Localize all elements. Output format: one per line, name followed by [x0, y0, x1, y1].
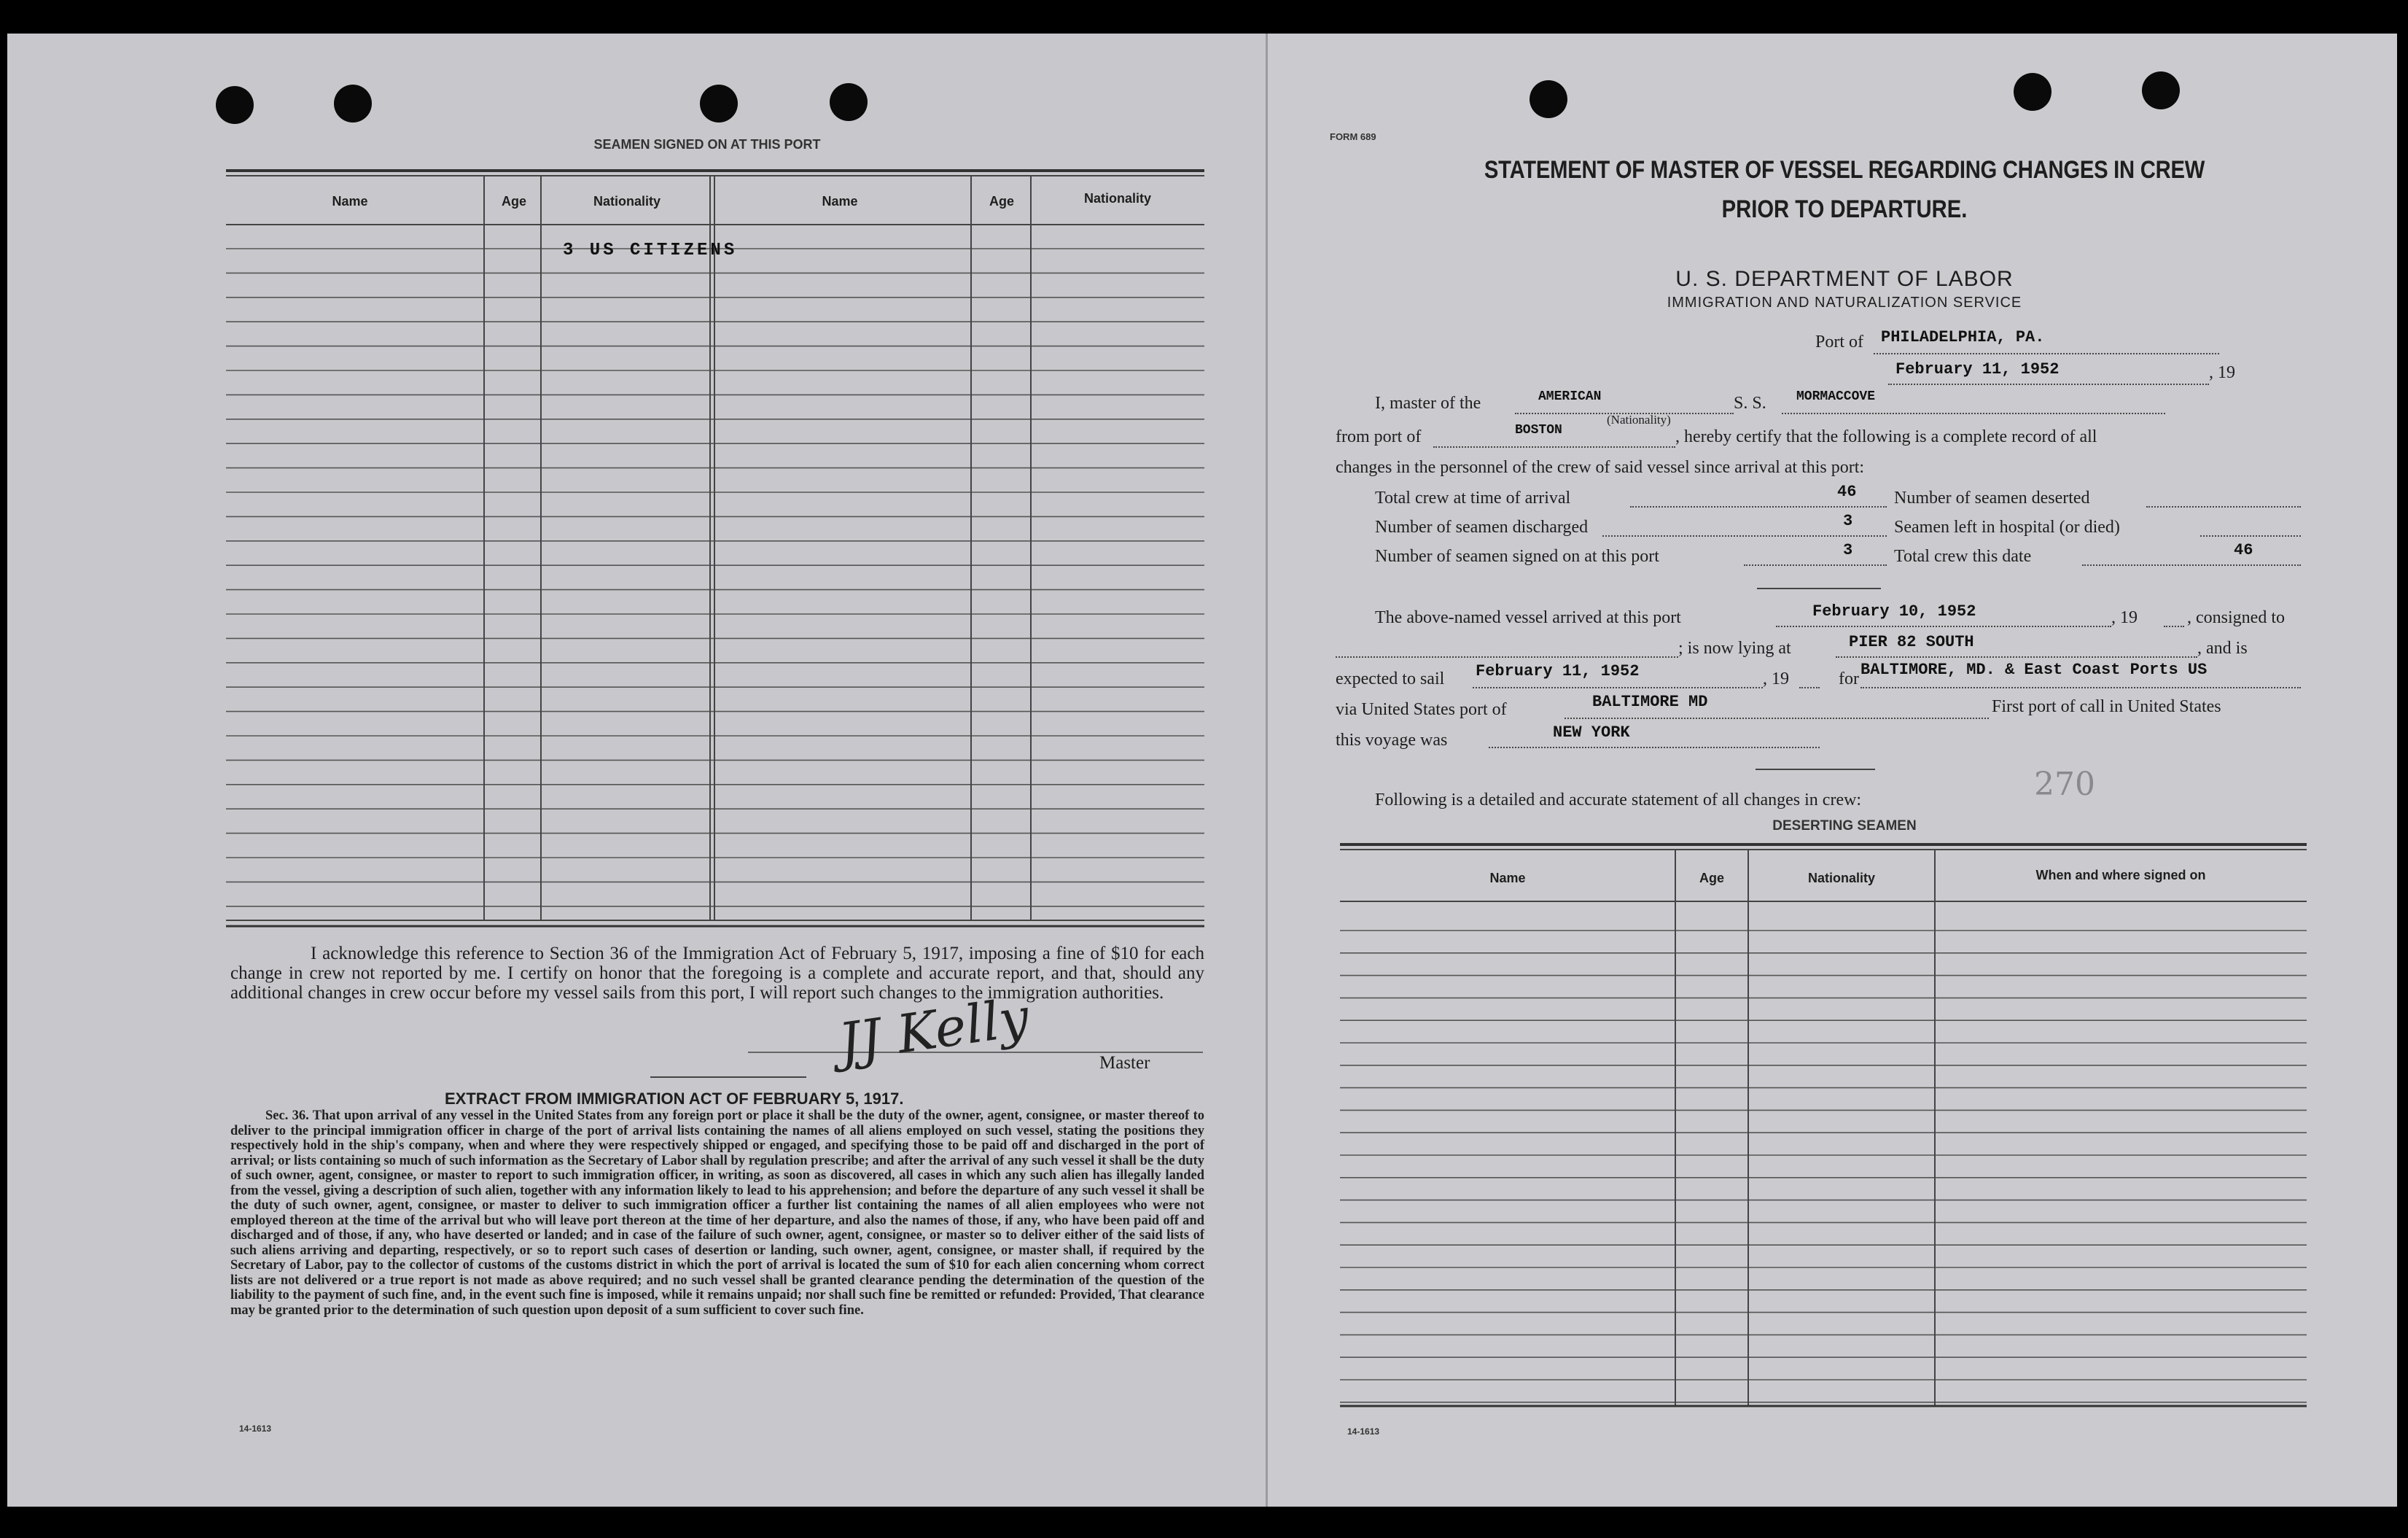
signed-on-value: 3 — [1843, 541, 1853, 559]
form-title-line2: PRIOR TO DEPARTURE. — [1721, 195, 1968, 223]
lying-line — [1836, 656, 2197, 658]
col-age-2: Age — [989, 194, 1014, 209]
certify-text: , hereby certify that the following is a complete record of all — [1675, 427, 2097, 446]
acknowledgement-text: I acknowledge this reference to Section 36 of the Immigration Act of February 5, 1917, imposing a fine of $10 for each change in crew not reported by me. I certify on honor that the foregoing is a complete and accurate report, and that, should any additional changes in crew occur before my vessel sails from this port, I will report such changes to the immigration authorities. — [230, 944, 1204, 1003]
form-title-line1: STATEMENT OF MASTER OF VESSEL REGARDING CHANGES IN CREW — [1484, 156, 2205, 184]
date-suffix: , 19 — [2209, 363, 2235, 382]
signature: JJ Kelly — [835, 986, 1033, 1073]
date-value: February 11, 1952 — [1895, 360, 2060, 378]
extract-text: Sec. 36. That upon arrival of any vessel in the United States from any foreign port or place it shall be the duty of the owner, agent, consignee, or master thereof to deliver to the principal immigration officer in charge of the port of arrival lists containing the names of all aliens employed on such vessel, stating the positions they respectively hold in the ship's company, when and where they were respectively shipped or engaged, and specifying those to be paid off and discharged in the port of arrival; or lists containing so much of such information as the Secretary of Labor shall by regulation prescribe; and after the arrival of any such vessel it shall be the duty of such owner, agent, consignee, or master to report to such immigration officer, in writing, as soon as discovered, all cases in which any such alien has illegally landed from the vessel, giving a description of such alien, together with any information likely to lead to his apprehension; and before the departure of any such vessel it shall be the duty of such owner, agent, consignee, or master to deliver to such immigration officer a further list containing the names of all alien employees who were not employed thereon at the time of the arrival but who will leave port thereon at the time of her departure, and also the names of those, if any, who have been paid off and discharged and of those, if any, who have deserted or landed; and in case of the failure of such owner, agent, consignee, or master so to deliver either of the said lists of such aliens arriving and departing, respectively, or so to report such cases of desertion or landing, such owner, agent, consignee, or master shall, if required by the Secretary of Labor, pay to the collector of customs of the customs district in which the port of arrival is located the sum of $10 for each alien concerning whom correct lists are not delivered or a true report is not made as above required; and no such vessel shall be granted clearance pending the determination of the question of the liability to the payment of such fine, and, in the event such fine is imposed, while it remains unpaid; nor shall such fine be remitted or refunded: Provided, That clearance may be granted prior to the determination of such question upon deposit of a sum sufficient to cover such fine. — [230, 1108, 1204, 1318]
changes-text: changes in the personnel of the crew of said vessel since arrival at this port: — [1336, 458, 1865, 477]
nationality-caption: (Nationality) — [1607, 413, 1671, 427]
from-port-label: from port of — [1336, 427, 1422, 446]
ship-value: MORMACCOVE — [1796, 389, 1876, 404]
counts-rule — [1757, 588, 1881, 589]
discharged-line — [1602, 535, 1887, 537]
left-form-code: 14-1613 — [239, 1424, 272, 1434]
arrived-label: The above-named vessel arrived at this port — [1375, 608, 1681, 627]
signed-on-line — [1744, 564, 1887, 566]
service-name: IMMIGRATION AND NATURALIZATION SERVICE — [1667, 295, 2022, 311]
signed-on-entry: 3 US CITIZENS — [563, 241, 738, 260]
deserting-seamen-header: DESERTING SEAMEN — [1772, 818, 1917, 834]
from-port-line — [1433, 446, 1675, 448]
voyage-rule — [1756, 769, 1875, 770]
via-label: via United States port of — [1336, 700, 1507, 719]
right-form-code: 14-1613 — [1347, 1426, 1380, 1437]
total-crew-date-value: 46 — [2234, 541, 2253, 559]
extract-title: EXTRACT FROM IMMIGRATION ACT OF FEBRUARY 5, 1917. — [445, 1090, 904, 1108]
sail-suffix: , 19 — [1763, 669, 1789, 688]
consigned-blank-line — [2164, 626, 2184, 627]
and-is-label: , and is — [2197, 639, 2248, 658]
consigned-label: , consigned to — [2187, 608, 2285, 627]
desert-col-nationality: Nationality — [1807, 871, 1875, 885]
voyage-line — [1489, 747, 1820, 748]
ss-label: S. S. — [1734, 394, 1766, 413]
for-label: for — [1839, 669, 1859, 688]
stamp-number: 270 — [2034, 766, 2095, 803]
sail-line — [1473, 687, 1763, 688]
signed-on-label: Number of seamen signed on at this port — [1375, 547, 1659, 566]
total-crew-date-line — [2082, 564, 2301, 566]
col-nationality-1: Nationality — [593, 194, 661, 209]
sail-label: expected to sail — [1336, 669, 1445, 688]
total-crew-arrival-label: Total crew at time of arrival — [1375, 489, 1571, 508]
nationality-value: AMERICAN — [1538, 389, 1602, 404]
hospital-label: Seamen left in hospital (or died) — [1894, 518, 2120, 537]
department-name: U. S. DEPARTMENT OF LABOR — [1675, 267, 2014, 291]
master-label: Master — [1099, 1053, 1150, 1073]
sail-value: February 11, 1952 — [1476, 662, 1640, 680]
col-name-2: Name — [822, 194, 858, 209]
discharged-label: Number of seamen discharged — [1375, 518, 1589, 537]
lying-value: PIER 82 SOUTH — [1849, 633, 1974, 651]
punch-hole — [2014, 73, 2052, 111]
punch-hole — [216, 86, 254, 124]
date-line — [1888, 384, 2209, 385]
port-line — [1874, 353, 2219, 354]
deserting-table-grid — [1340, 843, 2307, 1412]
extract-rule — [650, 1076, 806, 1078]
total-crew-arrival-value: 46 — [1837, 483, 1857, 501]
form-number: FORM 689 — [1330, 131, 1376, 142]
signed-on-table-grid — [226, 169, 1204, 942]
destination-line — [1860, 687, 2301, 688]
via-value: BALTIMORE MD — [1592, 693, 1708, 711]
arrived-suffix: , 19 — [2111, 608, 2138, 627]
lying-label: ; is now lying at — [1678, 639, 1791, 658]
col-nationality-2: Nationality — [1083, 191, 1151, 206]
arrived-line — [1776, 626, 2111, 627]
master-of-label: I, master of the — [1375, 394, 1481, 413]
voyage-value: NEW YORK — [1553, 723, 1630, 742]
voyage-label: this voyage was — [1336, 731, 1448, 750]
deserted-label: Number of seamen deserted — [1894, 489, 2090, 508]
total-crew-date-label: Total crew this date — [1894, 547, 2032, 566]
page-fold — [1266, 34, 1268, 1507]
from-port-value: BOSTON — [1515, 423, 1562, 438]
total-crew-arrival-line — [1630, 506, 1887, 508]
desert-col-age: Age — [1699, 871, 1724, 885]
first-port-label: First port of call in United States — [1992, 697, 2221, 716]
col-name-1: Name — [332, 194, 368, 209]
punch-hole — [700, 85, 738, 123]
hospital-line — [2200, 535, 2301, 537]
port-label: Port of — [1815, 333, 1863, 352]
port-value: PHILADELPHIA, PA. — [1881, 328, 2045, 346]
punch-hole — [1530, 80, 1567, 118]
punch-hole — [2142, 71, 2180, 109]
desert-col-when-where: When and where signed on — [2035, 868, 2206, 882]
via-line — [1565, 718, 1989, 719]
destination-value: BALTIMORE, MD. & East Coast Ports US — [1860, 661, 2208, 679]
punch-hole — [334, 85, 372, 123]
ship-line — [1782, 413, 2165, 414]
consignee-line — [1336, 656, 1678, 658]
deserted-line — [2146, 506, 2301, 508]
arrived-value: February 10, 1952 — [1812, 602, 1976, 621]
seamen-signed-on-header: SEAMEN SIGNED ON AT THIS PORT — [593, 137, 821, 152]
following-label: Following is a detailed and accurate statement of all changes in crew: — [1375, 791, 1862, 809]
desert-col-name: Name — [1489, 871, 1526, 885]
punch-hole — [830, 83, 868, 121]
discharged-value: 3 — [1843, 512, 1853, 530]
col-age-1: Age — [501, 194, 526, 209]
sail-year-line — [1799, 687, 1820, 688]
